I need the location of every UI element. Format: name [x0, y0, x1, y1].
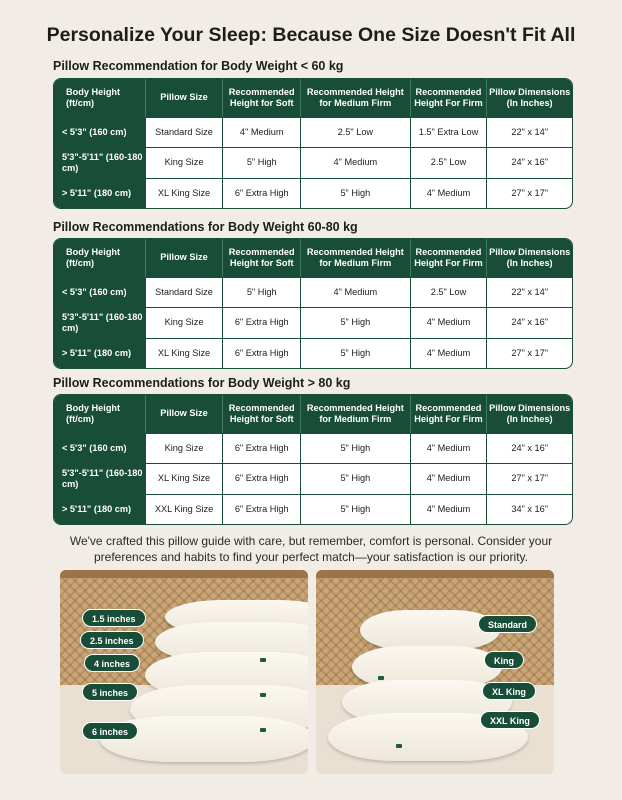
table-cell: 2.5" Low [300, 118, 410, 147]
column-header: Recommended Height for Medium Firm [300, 239, 410, 277]
row-header-cell: < 5'3" (160 cm) [54, 278, 145, 307]
column-header: Recommended Height For Firm [410, 239, 487, 277]
row-header-cell: < 5'3" (160 cm) [54, 434, 145, 463]
table-60-80 [53, 238, 573, 369]
table-cell: 4" Medium [410, 464, 487, 494]
table-cell: 27" x 17" [486, 179, 572, 208]
table-cell: 4" Medium [410, 434, 487, 463]
section-title-under-60: Pillow Recommendation for Body Weight < 60 kg [53, 59, 344, 73]
table-header-row [54, 79, 572, 117]
table-cell: Standard Size [145, 278, 223, 307]
table-cell: XL King Size [145, 179, 223, 208]
table-cell: 27" x 17" [486, 464, 572, 494]
table-cell: XL King Size [145, 339, 223, 368]
table-cell: 5" High [300, 495, 410, 524]
table-cell: 22" x 14" [486, 118, 572, 147]
table-cell: 4" Medium [222, 118, 300, 147]
height-label: 6 inches [82, 722, 138, 740]
table-cell: 5" High [300, 179, 410, 208]
disclaimer-note: We've crafted this pillow guide with care, but remember, comfort is personal. Consider your preferences and habits to find your perfect match—your satisfaction is our priority. [69, 534, 553, 564]
row-header-cell: > 5'11" (180 cm) [54, 495, 145, 524]
table-row [54, 277, 572, 307]
table-cell: 5" High [300, 434, 410, 463]
table-row [54, 494, 572, 524]
table-row [54, 463, 572, 494]
table-cell: XL King Size [145, 464, 223, 494]
table-cell: 5" High [222, 148, 300, 178]
row-header-cell: 5'3"-5'11" (160-180 cm) [54, 464, 145, 494]
table-cell: 24" x 16" [486, 308, 572, 338]
column-header: Recommended Height for Soft [222, 79, 300, 117]
table-cell: 1.5" Extra Low [410, 118, 487, 147]
size-label: XL King [482, 682, 536, 700]
table-cell: 4" Medium [410, 495, 487, 524]
table-row [54, 147, 572, 178]
section-title-over-80: Pillow Recommendations for Body Weight > 80 kg [53, 376, 351, 390]
column-header: Recommended Height for Soft [222, 239, 300, 277]
column-header: Pillow Dimensions (In Inches) [486, 239, 572, 277]
row-header-cell: 5'3"-5'11" (160-180 cm) [54, 308, 145, 338]
table-cell: 6" Extra High [222, 339, 300, 368]
table-cell: 6" Extra High [222, 464, 300, 494]
row-header-cell: < 5'3" (160 cm) [54, 118, 145, 147]
height-label: 4 inches [84, 654, 140, 672]
table-cell: 5" High [300, 308, 410, 338]
table-cell: 2.5" Low [410, 148, 487, 178]
table-cell: 5" High [300, 464, 410, 494]
column-header: Recommended Height for Medium Firm [300, 79, 410, 117]
column-header: Pillow Dimensions (In Inches) [486, 395, 572, 433]
column-header: Pillow Size [145, 239, 223, 277]
table-cell: 24" x 16" [486, 148, 572, 178]
table-cell: 24" x 16" [486, 434, 572, 463]
height-label: 5 inches [82, 683, 138, 701]
table-cell: 6" Extra High [222, 308, 300, 338]
table-row [54, 307, 572, 338]
table-cell: King Size [145, 308, 223, 338]
table-cell: 4" Medium [300, 278, 410, 307]
table-over-80 [53, 394, 573, 525]
table-cell: King Size [145, 148, 223, 178]
table-header-row [54, 239, 572, 277]
section-title-60-80: Pillow Recommendations for Body Weight 60-80 kg [53, 220, 358, 234]
row-header-cell: 5'3"-5'11" (160-180 cm) [54, 148, 145, 178]
height-label: 1.5 inches [82, 609, 146, 627]
table-row [54, 338, 572, 368]
table-cell: 34" x 16" [486, 495, 572, 524]
page-title: Personalize Your Sleep: Because One Size Doesn't Fit All [46, 24, 576, 46]
table-cell: XXL King Size [145, 495, 223, 524]
table-cell: 27" x 17" [486, 339, 572, 368]
row-header-cell: > 5'11" (180 cm) [54, 339, 145, 368]
pillow-height-photo [60, 570, 308, 774]
size-label: XXL King [480, 711, 540, 729]
table-cell: 6" Extra High [222, 179, 300, 208]
size-label: King [484, 651, 524, 669]
column-header: Body Height (ft/cm) [66, 402, 121, 424]
table-cell: King Size [145, 434, 223, 463]
table-cell: 22" x 14" [486, 278, 572, 307]
table-cell: Standard Size [145, 118, 223, 147]
column-header: Pillow Size [145, 395, 223, 433]
row-header-cell: > 5'11" (180 cm) [54, 179, 145, 208]
column-header: Body Height (ft/cm) [66, 86, 121, 108]
table-cell: 6" Extra High [222, 495, 300, 524]
table-cell: 4" Medium [410, 179, 487, 208]
size-label: Standard [478, 615, 537, 633]
column-header: Pillow Dimensions (In Inches) [486, 79, 572, 117]
table-cell: 6" Extra High [222, 434, 300, 463]
pillow-size-photo [316, 570, 554, 774]
column-header: Recommended Height for Soft [222, 395, 300, 433]
table-cell: 4" Medium [410, 339, 487, 368]
table-row [54, 433, 572, 463]
table-cell: 5" High [300, 339, 410, 368]
table-row [54, 178, 572, 208]
table-cell: 2.5" Low [410, 278, 487, 307]
height-label: 2.5 inches [80, 631, 144, 649]
table-row [54, 117, 572, 147]
column-header: Recommended Height For Firm [410, 395, 487, 433]
column-header: Recommended Height for Medium Firm [300, 395, 410, 433]
table-under-60 [53, 78, 573, 209]
table-cell: 5" High [222, 278, 300, 307]
column-header: Recommended Height For Firm [410, 79, 487, 117]
table-cell: 4" Medium [410, 308, 487, 338]
table-cell: 4" Medium [300, 148, 410, 178]
column-header: Pillow Size [145, 79, 223, 117]
column-header: Body Height (ft/cm) [66, 246, 121, 268]
table-header-row [54, 395, 572, 433]
